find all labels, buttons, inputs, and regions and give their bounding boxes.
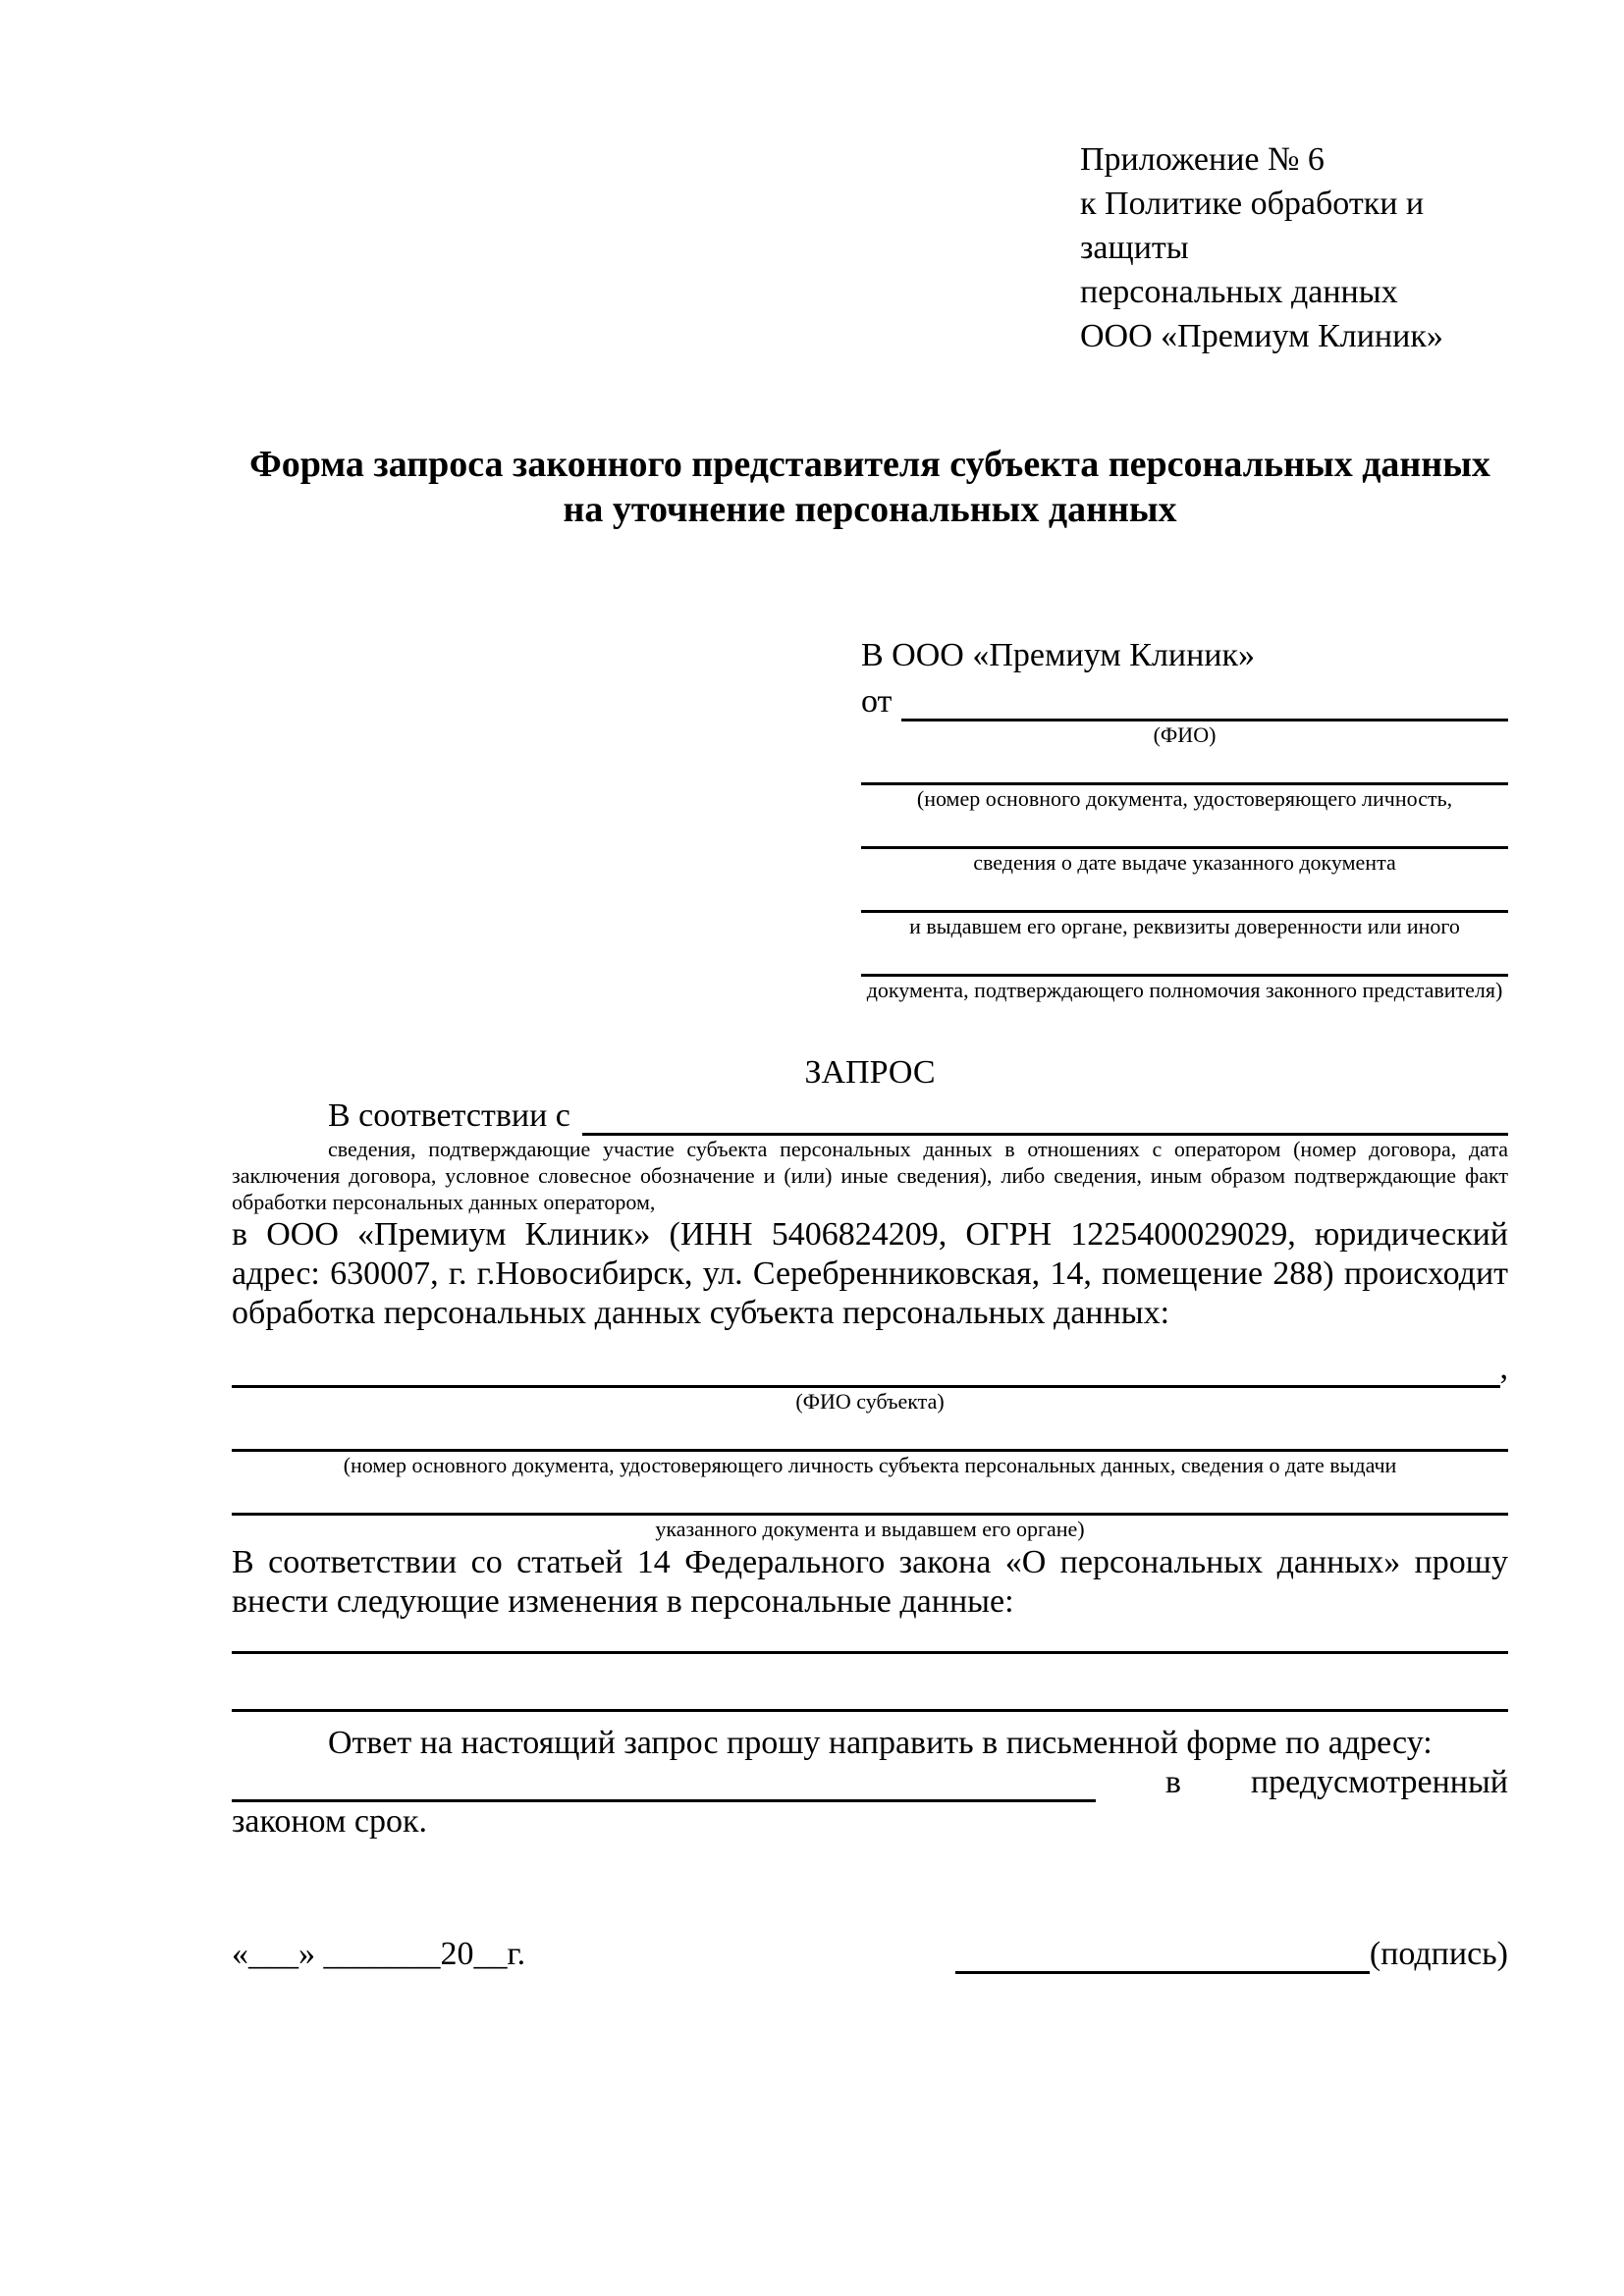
from-label: от (861, 683, 893, 720)
addressee-block (861, 636, 1508, 1004)
accordance-blank-line (582, 1099, 1508, 1136)
document-title (232, 442, 1508, 532)
subject-fio-row (232, 1349, 1508, 1388)
fio-caption: (ФИО) (1153, 722, 1217, 747)
subject-fio-comma: , (1499, 1350, 1508, 1386)
annex-line-4: ООО «Премиум Клиник» (1080, 318, 1443, 354)
answer-address-row (232, 1763, 1508, 1802)
answer-inline-word-2: предусмотренный (1250, 1764, 1508, 1800)
answer-tail: законом срок. (232, 1803, 427, 1840)
document-title-line-1: Форма запроса законного представителя субъекта персональных данных (249, 444, 1490, 485)
annex-block (1080, 137, 1508, 358)
accordance-note: сведения, подтверждающие участие субъекта персональных данных в отношениях с оператором (номер договора, дата заключения договора, условное словесное обозначение и (или) иные сведения), либо сведения, иным образом подтверждающие факт обработки персональных данных оператором, (232, 1137, 1508, 1214)
annex-line-2: к Политике обработки и защиты (1080, 186, 1425, 266)
representative-doc-blank-line-2 (861, 813, 1508, 849)
accordance-label: В соответствии с (328, 1097, 570, 1134)
answer-address-blank-line (232, 1770, 1096, 1802)
representative-doc-caption-1: (номер основного документа, удостоверяющего личность, (916, 786, 1453, 811)
subject-doc-blank-line-2 (232, 1479, 1508, 1516)
request-heading: ЗАПРОС (804, 1054, 936, 1091)
representative-doc-caption-3: и выдавшем его органе, реквизиты доверенности или иного (909, 914, 1460, 938)
representative-doc-blank-line-1 (861, 749, 1508, 785)
accordance-row (232, 1096, 1508, 1136)
date-signature-row (232, 1935, 1508, 1974)
subject-doc-caption-2: указанного документа и выдавшем его органе) (655, 1517, 1085, 1541)
representative-doc-blank-line-3 (861, 877, 1508, 913)
answer-inline-word-1: в (1164, 1764, 1181, 1800)
signature-area (955, 1935, 1508, 1974)
document-title-line-2: на уточнение персональных данных (563, 489, 1177, 530)
answer-paragraph: Ответ на настоящий запрос прошу направить в письменной форме по адресу: (328, 1725, 1433, 1761)
addressee-from-row (861, 682, 1508, 721)
changes-blank-line-2 (232, 1654, 1508, 1712)
fio-blank-line (901, 685, 1508, 721)
addressee-to-line: В ООО «Премиум Клиник» (861, 637, 1256, 673)
annex-line-3: персональных данных (1080, 274, 1398, 310)
operator-paragraph: в ООО «Премиум Клиник» (ИНН 5406824209, ОГРН 1225400029029, юридический адрес: 630007, г. г.Новосибирск, ул. Серебренниковская, 14, помещение 288) происходит обработка персональных данных субъекта персональных данных: (232, 1216, 1508, 1331)
representative-doc-blank-line-4 (861, 940, 1508, 977)
annex-line-1: Приложение № 6 (1080, 141, 1325, 178)
subject-fio-caption: (ФИО субъекта) (795, 1389, 945, 1414)
subject-doc-blank-line-1 (232, 1415, 1508, 1452)
subject-doc-caption-1: (номер основного документа, удостоверяющего личность субъекта персональных данных, сведения о дате выдачи (343, 1453, 1397, 1477)
changes-paragraph: В соответствии со статьей 14 Федерального закона «О персональных данных» прошу внести следующие изменения в персональные данные: (232, 1544, 1508, 1620)
changes-blank-line-1 (232, 1622, 1508, 1654)
date-blank-text: «___» _______20__г. (232, 1936, 526, 1972)
signature-blank-line (955, 1946, 1370, 1974)
representative-doc-caption-4: документа, подтверждающего полномочия законного представителя) (866, 978, 1503, 1002)
signature-caption: (подпись) (1369, 1936, 1508, 1972)
subject-fio-blank-line (232, 1363, 1500, 1388)
representative-doc-caption-2: сведения о дате выдаче указанного документа (973, 850, 1396, 875)
